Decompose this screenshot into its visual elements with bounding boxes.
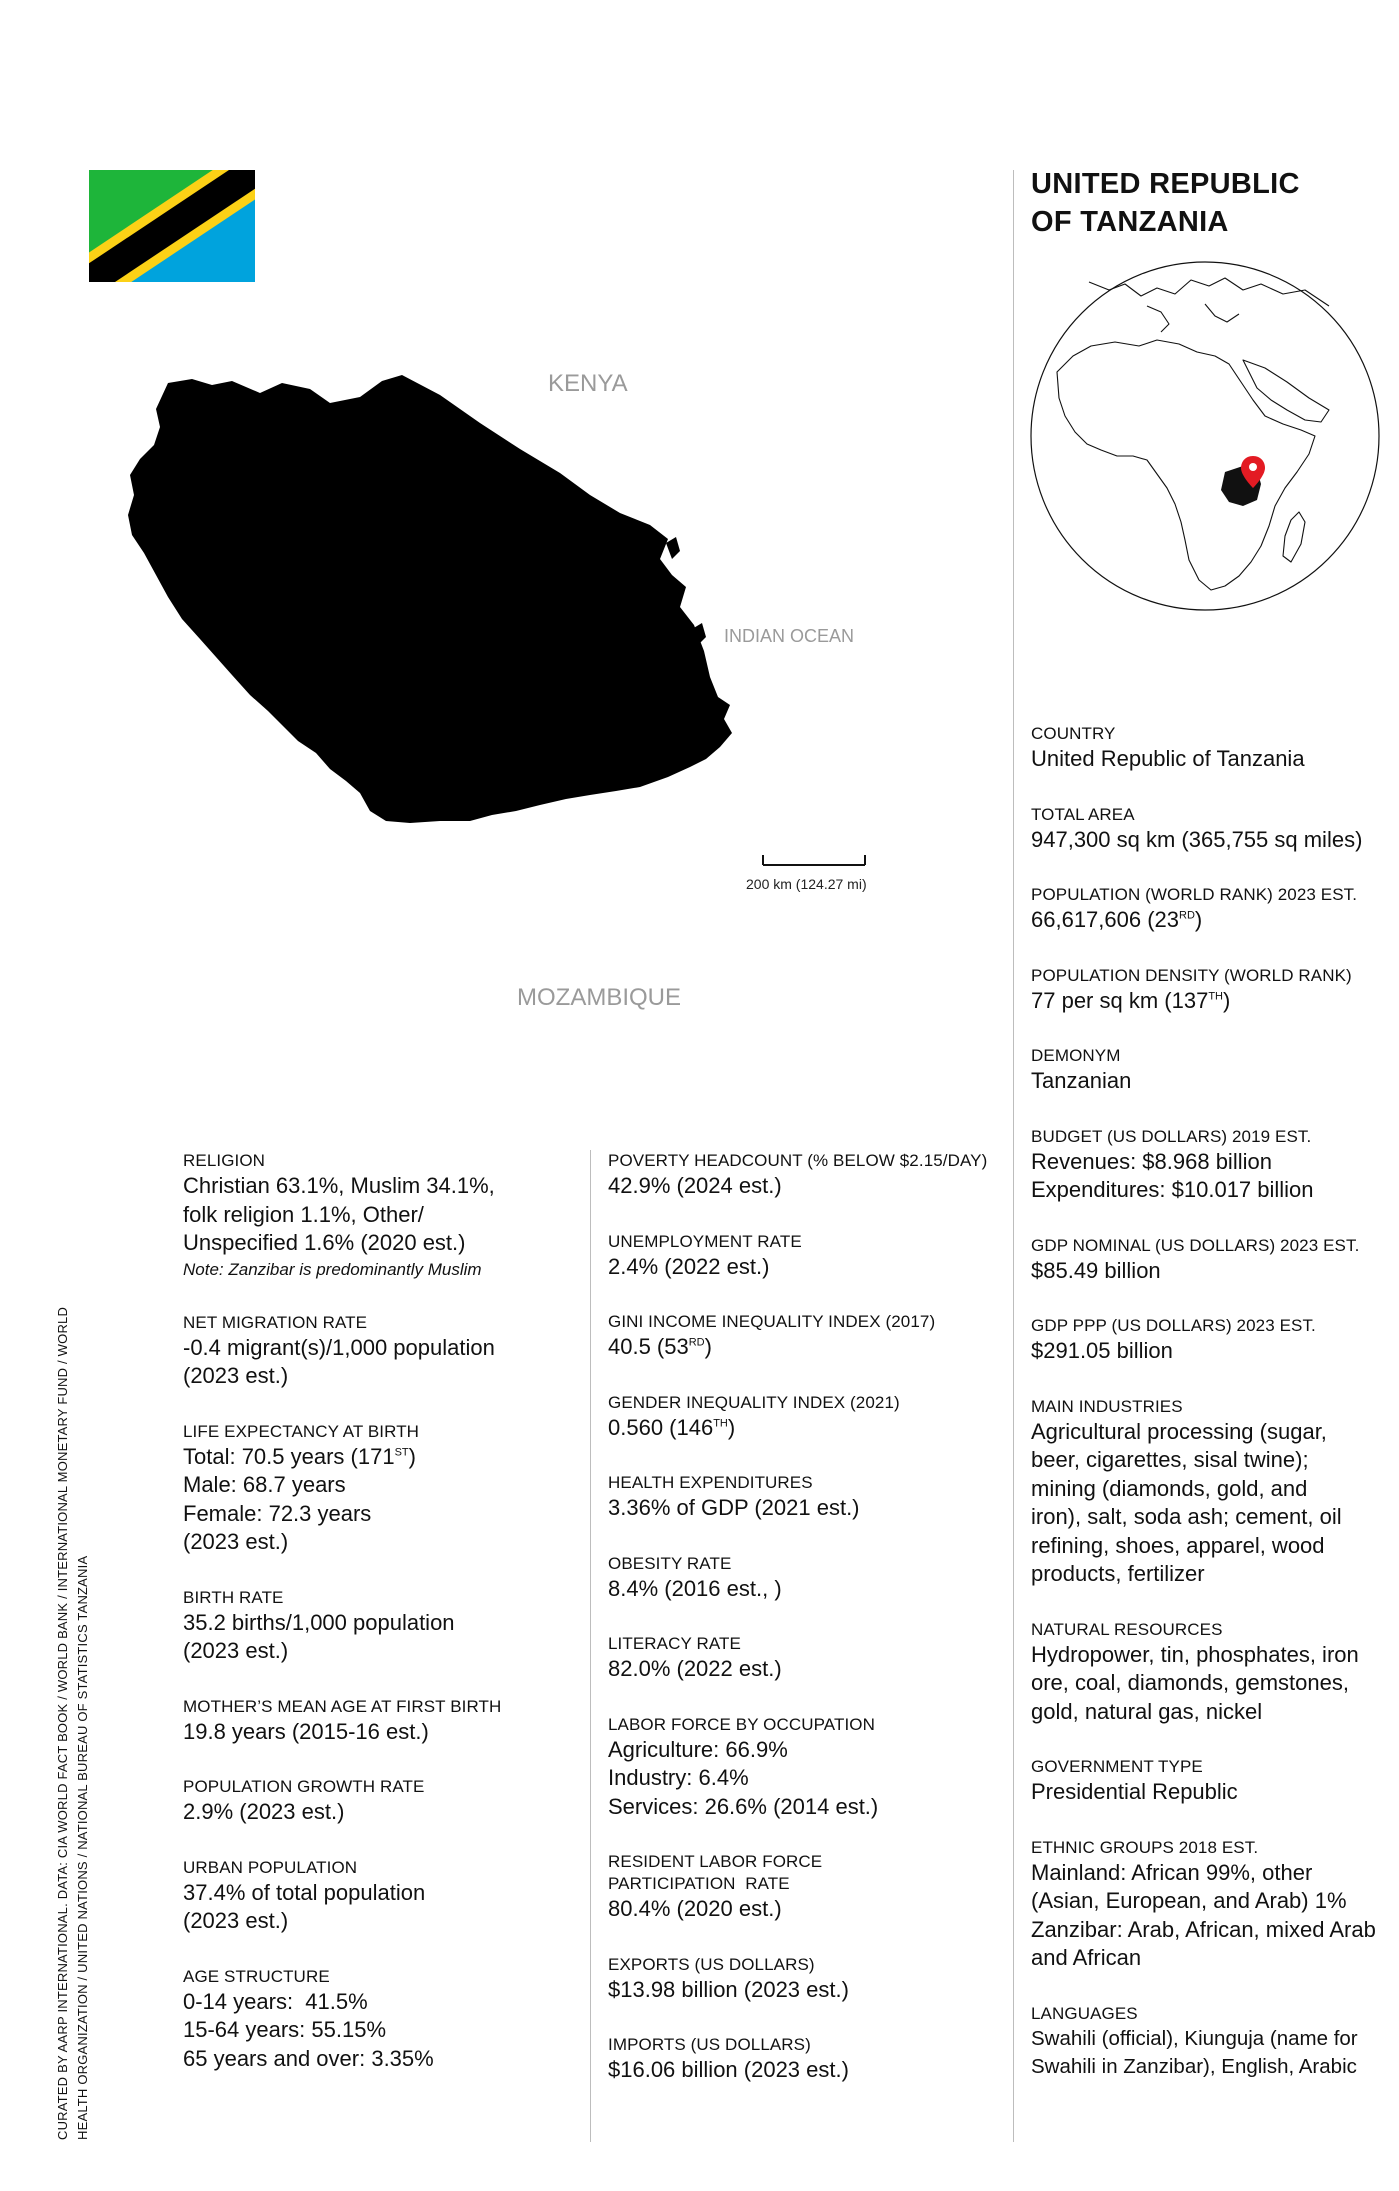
- left-facts-column: [183, 1150, 573, 2073]
- fact-age-structure: AGE STRUCTURE 0-14 years: 41.5% 15-64 years: 55.15% 65 years and over: 3.35%: [183, 1966, 434, 2071]
- fact-gini: GINI INCOME INEQUALITY INDEX (2017) 40.5 (53RD): [608, 1312, 936, 1359]
- fact-budget: BUDGET (US DOLLARS) 2019 EST. Revenues: $8.968 billion Expenditures: $10.017 billion: [1031, 1126, 1314, 1202]
- title-line-1: UNITED REPUBLIC: [1031, 168, 1300, 200]
- fact-population-density: POPULATION DENSITY (WORLD RANK) 77 per sq km (137TH): [1031, 965, 1352, 1013]
- fact-literacy: LITERACY RATE 82.0% (2022 est.): [608, 1634, 782, 1681]
- fact-gdp-ppp: GDP PPP (US DOLLARS) 2023 EST. $291.05 billion: [1031, 1316, 1316, 1363]
- fact-main-industries: MAIN INDUSTRIES Agricultural processing (sugar, beer, cigarettes, sisal twine); mining (diamonds, gold, and iron), salt, soda ash; cement, oil refining, shoes, apparel, wood products, fertilizer: [1031, 1396, 1342, 1586]
- middle-facts-column: [608, 1150, 1003, 2085]
- fact-unemployment: UNEMPLOYMENT RATE 2.4% (2022 est.): [608, 1231, 802, 1279]
- fact-poverty: POVERTY HEADCOUNT (% BELOW $2.15/DAY) 42.9% (2024 est.): [608, 1151, 988, 1198]
- fact-population: POPULATION (WORLD RANK) 2023 EST. 66,617,606 (23RD): [1031, 885, 1358, 932]
- source-credits: CURATED BY AARP INTERNATIONAL. DATA: CIA WORLD FACT BOOK / WORLD BANK / INTERNATIONAL MONETARY FUND / WORLD HEALTH ORGANIZATION / UNITED NATIONS / NATIONAL BUREAU OF STATISTICS TANZANIA: [55, 1306, 90, 2140]
- fact-gender-inequality: GENDER INEQUALITY INDEX (2021) 0.560 (146TH): [608, 1392, 900, 1440]
- fact-mother-age: MOTHER’S MEAN AGE AT FIRST BIRTH 19.8 years (2015-16 est.): [183, 1696, 502, 1744]
- fact-government-type: GOVERNMENT TYPE Presidential Republic: [1031, 1757, 1238, 1804]
- map-label-kenya: KENYA: [548, 370, 628, 397]
- fact-country: COUNTRY United Republic of Tanzania: [1031, 724, 1305, 771]
- title-line-2: OF TANZANIA: [1031, 206, 1229, 238]
- right-facts-column: [1031, 723, 1391, 2082]
- column-divider-middle: [590, 1150, 591, 2142]
- fact-population-growth: POPULATION GROWTH RATE 2.9% (2023 est.): [183, 1777, 425, 1824]
- fact-net-migration: NET MIGRATION RATE -0.4 migrant(s)/1,000 population (2023 est.): [183, 1312, 495, 1388]
- fact-life-expectancy: LIFE EXPECTANCY AT BIRTH Total: 70.5 years (171ST) Male: 68.7 years Female: 72.3 years (2023 est.): [183, 1421, 420, 1554]
- fact-obesity: OBESITY RATE 8.4% (2016 est., ): [608, 1553, 782, 1601]
- tanzania-country-map: [120, 375, 735, 950]
- fact-labor-force: LABOR FORCE BY OCCUPATION Agriculture: 66.9% Industry: 6.4% Services: 26.6% (2014 est.): [608, 1714, 879, 1819]
- fact-ethnic-groups: ETHNIC GROUPS 2018 EST. Mainland: African 99%, other (Asian, European, and Arab) 1% Zanzibar: Arab, African, mixed Arab and African: [1031, 1837, 1376, 1970]
- fact-birth-rate: BIRTH RATE 35.2 births/1,000 population (2023 est.): [183, 1587, 455, 1663]
- fact-gdp-nominal: GDP NOMINAL (US DOLLARS) 2023 EST. $85.49 billion: [1031, 1235, 1360, 1283]
- globe-locator-map: [1029, 260, 1381, 612]
- fact-languages: LANGUAGES Swahili (official), Kiunguja (name for Swahili in Zanzibar), English, Arabic: [1031, 2003, 1358, 2078]
- fact-exports: EXPORTS (US DOLLARS) $13.98 billion (2023 est.): [608, 1954, 849, 2002]
- fact-labor-participation: RESIDENT LABOR FORCE PARTICIPATION RATE 80.4% (2020 est.): [608, 1852, 823, 1921]
- page-title: [1031, 165, 1371, 241]
- fact-natural-resources: NATURAL RESOURCES Hydropower, tin, phosphates, iron ore, coal, diamonds, gemstones, gold, natural gas, nickel: [1031, 1619, 1359, 1724]
- fact-urban-population: URBAN POPULATION 37.4% of total population (2023 est.): [183, 1857, 426, 1933]
- map-label-indian-ocean: INDIAN OCEAN: [724, 626, 855, 646]
- map-label-mozambique: MOZAMBIQUE: [517, 984, 682, 1011]
- map-scale-label: 200 km (124.27 mi): [746, 876, 867, 892]
- fact-imports: IMPORTS (US DOLLARS) $16.06 billion (2023 est.): [608, 2035, 849, 2082]
- fact-demonym: DEMONYM Tanzanian: [1031, 1046, 1132, 1093]
- fact-health-expenditures: HEALTH EXPENDITURES 3.36% of GDP (2021 est.): [608, 1473, 860, 1520]
- fact-religion: RELIGION Christian 63.1%, Muslim 34.1%, folk religion 1.1%, Other/ Unspecified 1.6% (2020 est.) Note: Zanzibar is predominantly Muslim: [183, 1151, 495, 1279]
- tanzania-flag: [89, 170, 255, 282]
- map-scale-bar: [762, 853, 866, 867]
- column-divider-right: [1013, 170, 1014, 2142]
- fact-total-area: TOTAL AREA 947,300 sq km (365,755 sq miles): [1031, 804, 1363, 852]
